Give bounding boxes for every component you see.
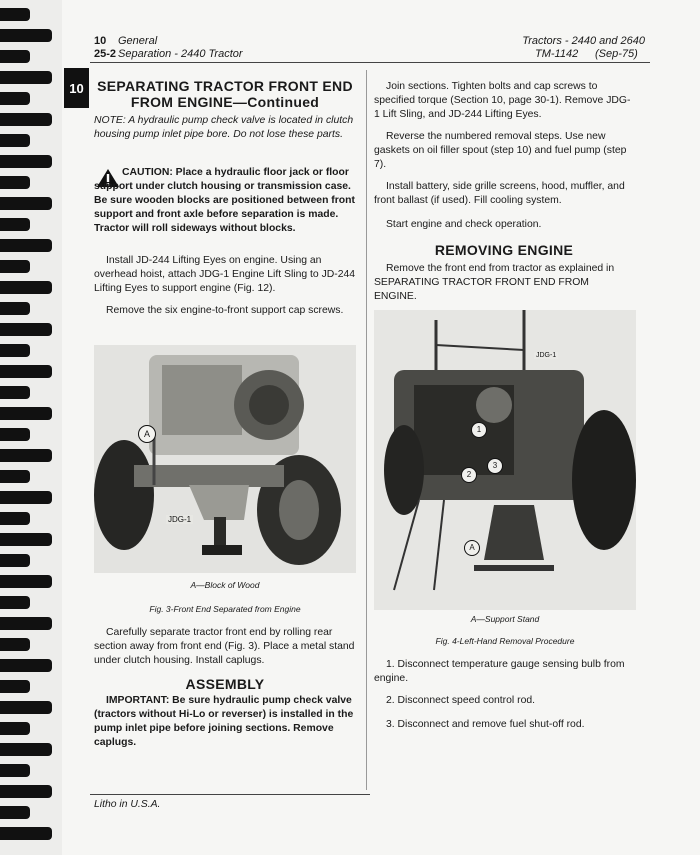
spiral-binding	[0, 0, 62, 855]
binding-ring	[0, 722, 30, 735]
binding-ring	[0, 806, 30, 819]
binding-ring	[0, 344, 30, 357]
manual-page	[90, 0, 690, 855]
binding-ring	[0, 785, 52, 798]
binding-ring	[0, 92, 30, 105]
header-rule	[90, 62, 650, 63]
fig3-caption: Fig. 3-Front End Separated from Engine	[149, 604, 301, 614]
step-3: 3. Disconnect and remove fuel shut-off rod.	[386, 719, 585, 730]
fig4-caption: Fig. 4-Left-Hand Removal Procedure	[435, 636, 575, 646]
left-heading-line1: SEPARATING TRACTOR FRONT END	[97, 78, 353, 94]
removing-text: Remove the front end from tractor as explained in SEPARATING TRACTOR FRONT END FROM ENGINE.	[374, 263, 615, 302]
note-text: NOTE: A hydraulic pump check valve is located in clutch housing pump inlet pipe bore. Do not lose these parts.	[94, 115, 354, 140]
binding-ring	[0, 743, 52, 756]
step-2: 2. Disconnect speed control rod.	[386, 695, 536, 706]
binding-ring	[0, 134, 30, 147]
section-tab: 10	[64, 68, 89, 108]
binding-ring	[0, 29, 52, 42]
binding-ring	[0, 638, 30, 651]
fig4-label-1: 1	[471, 422, 487, 438]
binding-ring	[0, 302, 30, 315]
binding-ring	[0, 680, 30, 693]
important-text: IMPORTANT: Be sure hydraulic pump check valve (tractors without Hi-Lo or reverser) is installed in the pump inlet pipe before joining sections. Remove caplugs.	[94, 695, 354, 748]
removing-heading: REMOVING ENGINE	[434, 242, 574, 258]
header-date: (Sep-75)	[595, 48, 638, 60]
step-1: 1. Disconnect temperature gauge sensing bulb from engine.	[374, 659, 625, 684]
binding-ring	[0, 428, 30, 441]
binding-ring	[0, 197, 52, 210]
footer-litho: Litho in U.S.A.	[94, 799, 161, 810]
left-heading-line2: FROM ENGINE—Continued	[130, 94, 320, 110]
install-text: Install JD-244 Lifting Eyes on engine. Using an overhead hoist, attach JDG-1 Engine Lift Sling to JD-244 Lifting Eyes to support engine (Fig. 12).	[94, 255, 356, 294]
fig3-label-a: A	[138, 425, 156, 443]
fig4-illustration	[374, 310, 636, 610]
binding-ring	[0, 260, 30, 273]
separate-text: Carefully separate tractor front end by rolling rear section away from front end (Fig. 3). Place a metal stand under clutch housing. Install caplugs.	[94, 627, 355, 666]
fig4-label-3: 3	[487, 458, 503, 474]
caution-text: CAUTION: Place a hydraulic floor jack or floor support under clutch housing or transmission case. Be sure wooden blocks are positioned between front support and front axle before separation is made. Tractor will roll sideways without blocks.	[94, 167, 355, 234]
binding-ring	[0, 386, 30, 399]
fig4-legend: A—Support Stand	[470, 614, 540, 624]
binding-ring	[0, 176, 30, 189]
reverse-text: Reverse the numbered removal steps. Use new gaskets on oil filler spout (step 10) and fuel pump (step 7).	[374, 131, 627, 170]
binding-ring	[0, 449, 52, 462]
fig3-legend: A—Block of Wood	[190, 580, 260, 590]
binding-ring	[0, 365, 52, 378]
binding-ring	[0, 323, 52, 336]
binding-ring	[0, 113, 52, 126]
header-section-num: 10	[94, 35, 107, 47]
binding-ring	[0, 827, 52, 840]
binding-ring	[0, 470, 30, 483]
binding-ring	[0, 764, 30, 777]
fig3-label-jdg: JDG-1	[168, 515, 192, 524]
start-text: Start engine and check operation.	[386, 219, 542, 230]
header-page-ref: 25-2	[94, 48, 117, 60]
footer-rule	[90, 794, 370, 795]
header-page-title: Separation - 2440 Tractor	[118, 48, 243, 60]
fig4-photo	[374, 310, 636, 610]
header-manual-ref: TM-1142	[535, 48, 579, 60]
binding-ring	[0, 491, 52, 504]
binding-ring	[0, 218, 30, 231]
binding-ring	[0, 575, 52, 588]
remove-screws-text: Remove the six engine-to-front support cap screws.	[106, 305, 344, 316]
binding-ring	[0, 512, 30, 525]
binding-ring	[0, 50, 30, 63]
column-divider	[366, 70, 367, 790]
assembly-heading: ASSEMBLY	[185, 676, 265, 692]
binding-ring	[0, 239, 52, 252]
binding-ring	[0, 701, 52, 714]
fig4-label-a: A	[464, 540, 480, 556]
fig4-label-2: 2	[461, 467, 477, 483]
binding-ring	[0, 596, 30, 609]
header-models: Tractors - 2440 and 2640	[522, 35, 645, 47]
binding-ring	[0, 617, 52, 630]
binding-ring	[0, 281, 52, 294]
binding-ring	[0, 533, 52, 546]
binding-ring	[0, 554, 30, 567]
header-section-name: General	[118, 35, 158, 47]
battery-text: Install battery, side grille screens, hood, muffler, and front ballast (if used). Fill cooling system.	[374, 181, 625, 206]
join-text: Join sections. Tighten bolts and cap screws to specified torque (Section 10, page 30-1). Remove JDG-1 Lift Sling, and JD-244 Lifting Eyes.	[374, 81, 631, 120]
fig3-photo	[94, 345, 356, 573]
binding-ring	[0, 407, 52, 420]
fig4-plate: JDG-1	[536, 352, 557, 359]
binding-ring	[0, 71, 52, 84]
binding-ring	[0, 155, 52, 168]
binding-ring	[0, 8, 30, 21]
fig3-illustration	[94, 345, 356, 573]
binding-ring	[0, 659, 52, 672]
